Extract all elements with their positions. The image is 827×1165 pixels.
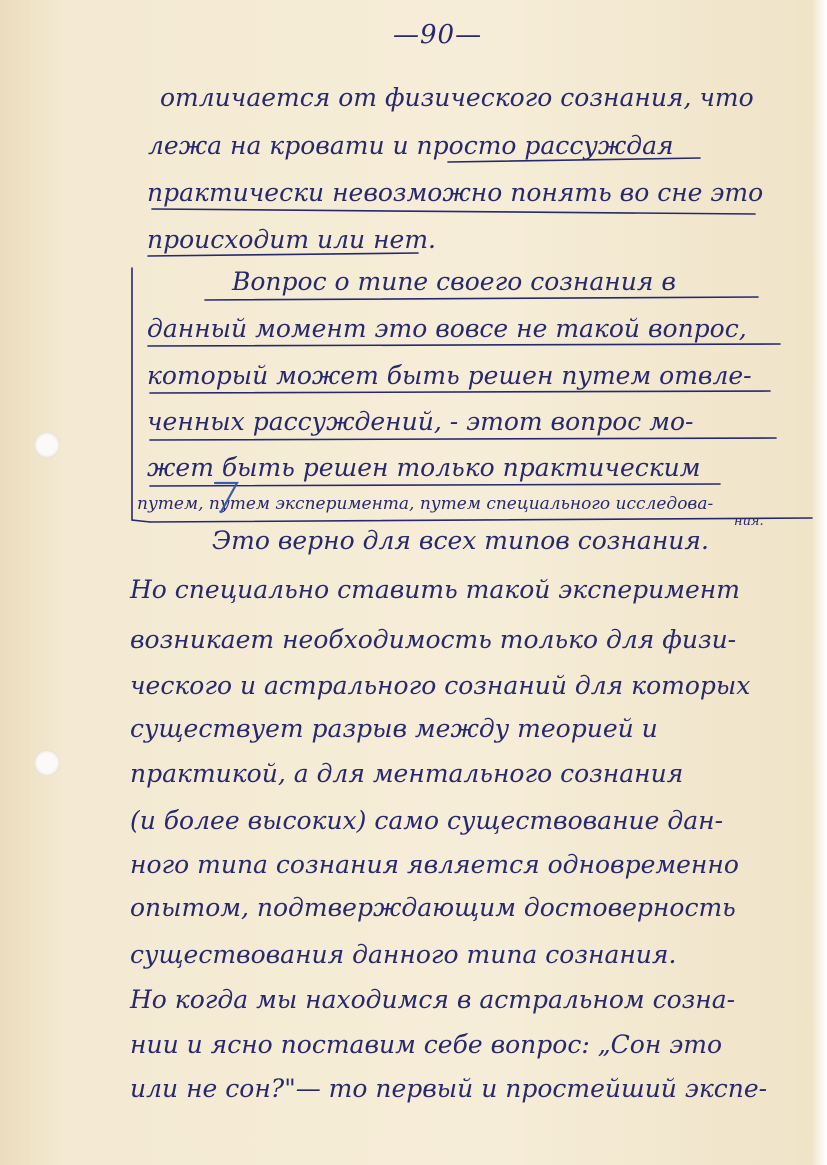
underline [150, 438, 776, 440]
underline [448, 158, 700, 162]
text-line: практически невозможно понять во сне это [147, 178, 764, 207]
text-line: существования данного типа сознания. [130, 940, 677, 969]
text-line: лежа на кровати и просто рассуждая [148, 131, 674, 160]
text-line: Вопрос о типе своего сознания в [232, 267, 676, 296]
text-line: ческого и астрального сознаний для которых [130, 671, 751, 700]
text-line: или не сон?"— то первый и простейший экспе- [130, 1074, 768, 1103]
correction-mark [215, 483, 237, 512]
text-line: Но специально ставить такой эксперимент [130, 575, 740, 604]
text-line: ного типа сознания является одновременно [130, 850, 739, 879]
page-number: —90— [393, 20, 483, 50]
text-line: данный момент это вовсе не такой вопрос, [147, 314, 747, 343]
text-line: отличается от физического сознания, что [160, 83, 754, 112]
underline [150, 518, 812, 522]
text-line: который может быть решен путем отвле- [147, 361, 752, 390]
text-line: нии и ясно поставим себе вопрос: „Сон это [130, 1030, 723, 1059]
underline [150, 391, 770, 393]
text-line: опытом, подтверждающим достоверность [130, 893, 736, 922]
text-line: путем, путем эксперимента, путем специального исследова- [137, 494, 714, 514]
text-line: существует разрыв между теорией и [130, 714, 658, 743]
text-line: Это верно для всех типов сознания. [212, 526, 709, 555]
underline [205, 297, 758, 300]
text-line: Но когда мы находимся в астральном созна- [130, 985, 736, 1014]
text-line: возникает необходимость только для физи- [130, 625, 737, 654]
underline [152, 209, 755, 214]
text-line: происходит или нет. [147, 225, 436, 254]
text-line: ния. [734, 514, 764, 529]
text-line: ченных рассуждений, - этот вопрос мо- [147, 407, 694, 436]
text-line: практикой, а для ментального сознания [130, 759, 684, 788]
underline [148, 344, 780, 346]
text-line: жет быть решен только практическим [147, 453, 701, 482]
text-line: (и более высоких) само существование дан- [130, 806, 724, 835]
underline [148, 253, 418, 256]
margin-bracket [132, 268, 150, 522]
